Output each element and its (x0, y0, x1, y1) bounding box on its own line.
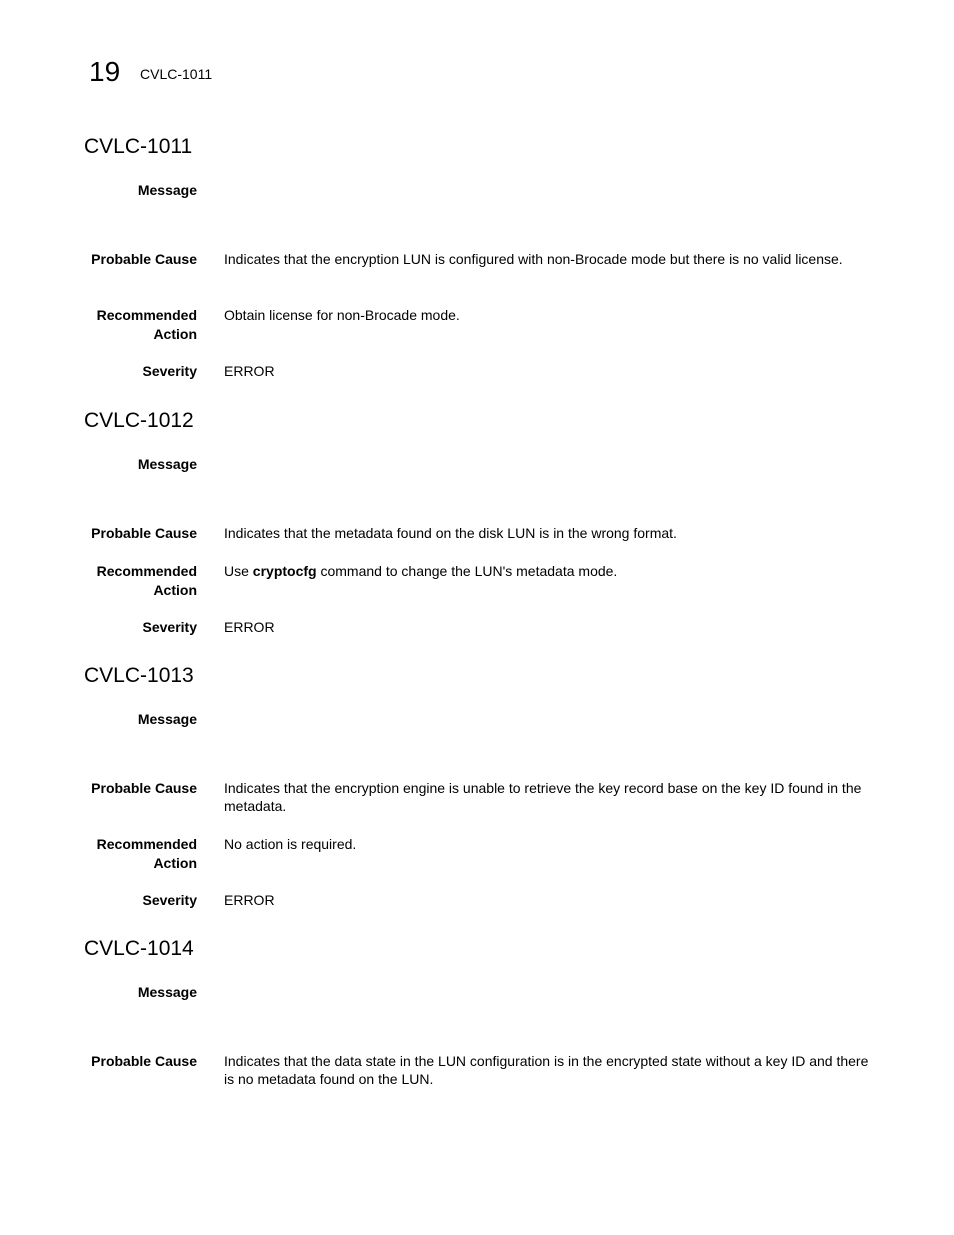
probable-cause-label: Probable Cause (91, 1053, 197, 1069)
section-title: CVLC-1012 (84, 409, 194, 432)
severity-value: ERROR (224, 619, 275, 635)
section-title: CVLC-1011 (84, 135, 193, 158)
probable-cause-text: Indicates that the metadata found on the disk LUN is in the wrong format. (224, 525, 677, 541)
section-title: CVLC-1014 (84, 937, 194, 960)
message-label: Message (137, 456, 197, 472)
recommended-action-text: Obtain license for non-Brocade mode. (224, 307, 460, 323)
recommended-label-line1: Recommended (96, 307, 197, 323)
recommended-label-line1: Recommended (96, 563, 197, 579)
severity-label: Severity (142, 619, 197, 635)
probable-cause-text: Indicates that the encryption LUN is configured with non-Brocade mode but there is no valid license. (224, 251, 843, 267)
message-label: Message (137, 984, 197, 1000)
recommended-action-pre: Use (224, 563, 253, 579)
probable-cause-label: Probable Cause (91, 525, 197, 541)
severity-label: Severity (142, 363, 197, 379)
recommended-action-label (57, 562, 197, 600)
recommended-action-label (57, 835, 197, 873)
command-name: cryptocfg (252, 563, 317, 579)
recommended-label-line2: Action (153, 326, 197, 342)
probable-cause-label: Probable Cause (91, 780, 197, 796)
recommended-action-text: No action is required. (224, 836, 357, 852)
probable-cause-text: Indicates that the data state in the LUN configuration is in the encrypted state without a key ID and there is no metadata found on the LUN. (224, 1053, 869, 1087)
message-label: Message (137, 182, 197, 198)
recommended-label-line2: Action (153, 582, 197, 598)
severity-value: ERROR (224, 892, 275, 908)
probable-cause-label: Probable Cause (91, 251, 197, 267)
recommended-action-text (224, 562, 872, 580)
severity-value: ERROR (224, 363, 275, 379)
message-label: Message (137, 711, 197, 727)
severity-label: Severity (142, 892, 197, 908)
recommended-action-label (57, 306, 197, 344)
recommended-label-line2: Action (153, 855, 197, 871)
section-title: CVLC-1013 (84, 664, 194, 687)
recommended-label-line1: Recommended (96, 836, 197, 852)
recommended-action-post: command to change the LUN's metadata mode. (316, 563, 618, 579)
probable-cause-text: Indicates that the encryption engine is unable to retrieve the key record base on the key ID found in the metadata. (224, 780, 862, 814)
chapter-number: 19 (89, 56, 121, 87)
running-title: CVLC-1011 (140, 66, 213, 82)
